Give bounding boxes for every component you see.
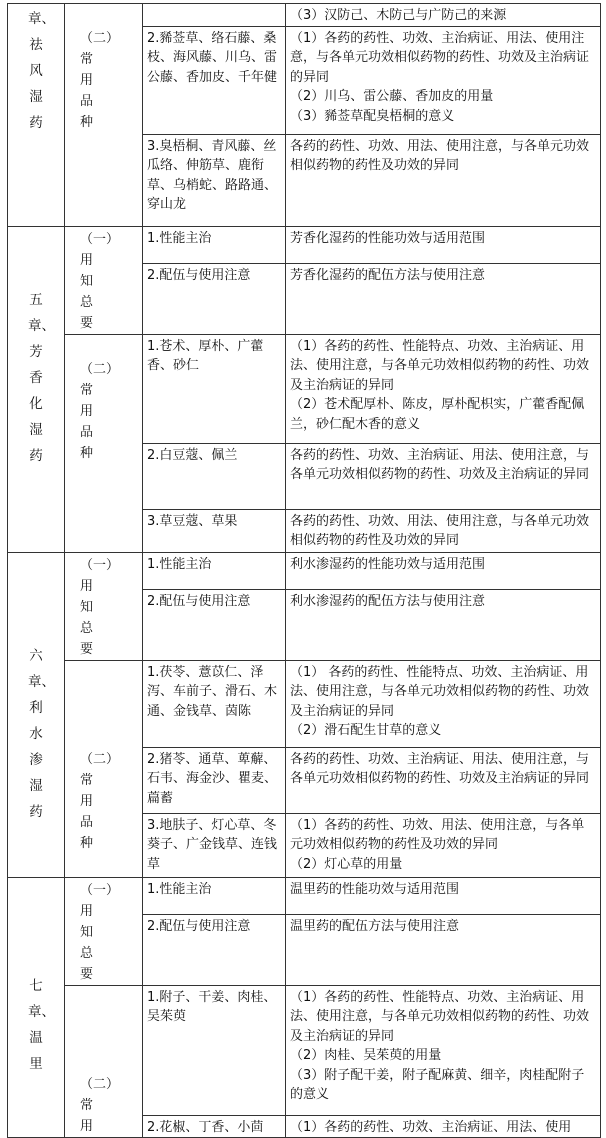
item-cell: 3.地肤子、灯心草、冬葵子、广金钱草、连钱草 bbox=[143, 813, 286, 877]
table-row bbox=[8, 552, 601, 589]
requirement-cell: 利水渗湿药的性能功效与适用范围 bbox=[286, 552, 601, 589]
requirement-cell: 温里药的配伍方法与使用注意 bbox=[286, 914, 601, 985]
requirement-cell: 各药的药性、功效、用法、使用注意，与各单元功效相似药物的药性及功效的异同 bbox=[286, 134, 601, 226]
table-row bbox=[8, 226, 601, 263]
table-row bbox=[8, 334, 601, 443]
requirement-cell: （1）各药的药性、功效、主治病证、用法、使用 bbox=[286, 1115, 601, 1138]
requirement-cell: （1）各药的药性、功效、用法、使用注意，与各单元功效相似药物的药性及功效的异同 （2）灯心草的用量 bbox=[286, 813, 601, 877]
section-cell: （二）常用品种 bbox=[65, 4, 143, 227]
requirement-cell: 芳香化湿药的性能功效与适用范围 bbox=[286, 226, 601, 263]
requirement-cell: 温里药的性能功效与适用范围 bbox=[286, 877, 601, 914]
requirement-cell: （1） 各药的药性、性能特点、功效、主治病证、用法、使用注意，与各单元功效相似药物的药性、功效及主治病证的异同 （2）滑石配生甘草的意义 bbox=[286, 660, 601, 747]
section-cell: （一）用知总要 bbox=[65, 226, 143, 334]
item-cell: 1.茯苓、薏苡仁、泽泻、车前子、滑石、木通、金钱草、茵陈 bbox=[143, 660, 286, 747]
item-cell: 2.配伍与使用注意 bbox=[143, 589, 286, 660]
item-cell: 1.性能主治 bbox=[143, 877, 286, 914]
item-cell: 3.草豆蔻、草果 bbox=[143, 509, 286, 552]
section-cell: （二）常用 bbox=[65, 985, 143, 1138]
table-row bbox=[8, 660, 601, 747]
chapter-cell: 章、祛风湿药 bbox=[8, 4, 65, 227]
section-cell: （一）用知总要 bbox=[65, 552, 143, 660]
chapter-cell: 七章、温里 bbox=[8, 877, 65, 1138]
requirement-cell: （1）各药的药性、性能特点、功效、主治病证、用法、使用注意，与各单元功效相似药物的药性、功效及主治病证的异同 （2）苍术配厚朴、陈皮，厚朴配枳实，广藿香配佩兰，砂仁配木香的意义 bbox=[286, 334, 601, 443]
item-cell: 2.配伍与使用注意 bbox=[143, 263, 286, 334]
requirement-cell: 各药的药性、功效、主治病证、用法、使用注意，与各单元功效相似药物的药性、功效及主治病证的异同 bbox=[286, 443, 601, 509]
item-cell: 2.白豆蔻、佩兰 bbox=[143, 443, 286, 509]
chapter-cell: 六章、利水渗湿药 bbox=[8, 552, 65, 877]
item-cell: 3.臭梧桐、青风藤、丝瓜络、伸筋草、鹿衔草、乌梢蛇、路路通、穿山龙 bbox=[143, 134, 286, 226]
item-cell: 2.花椒、丁香、小茴 bbox=[143, 1115, 286, 1138]
item-cell: 1.苍术、厚朴、广藿香、砂仁 bbox=[143, 334, 286, 443]
requirement-cell: 各药的药性、功效、主治病证、用法、使用注意，与各单元功效相似药物的药性、功效及主治病证的异同 bbox=[286, 747, 601, 813]
item-cell: 1.性能主治 bbox=[143, 226, 286, 263]
item-cell: 2.豨莶草、络石藤、桑枝、海风藤、川乌、雷公藤、香加皮、千年健 bbox=[143, 26, 286, 134]
item-cell: 2.配伍与使用注意 bbox=[143, 914, 286, 985]
chapter-cell: 五章、芳香化湿药 bbox=[8, 226, 65, 552]
section-cell: （二）常用品种 bbox=[65, 334, 143, 552]
item-cell: 1.性能主治 bbox=[143, 552, 286, 589]
section-cell: （二）常用品种 bbox=[65, 660, 143, 877]
item-cell: 2.猪苓、通草、萆薢、石韦、海金沙、瞿麦、萹蓄 bbox=[143, 747, 286, 813]
requirement-cell: （1）各药的药性、功效、主治病证、用法、使用注意，与各单元功效相似药物的药性、功效及主治病证的异同 （2）川乌、雷公藤、香加皮的用量 （3）豨莶草配臭梧桐的意义 bbox=[286, 26, 601, 134]
table-row bbox=[8, 985, 601, 1115]
table-row bbox=[8, 4, 601, 27]
requirement-cell: （3）汉防己、木防己与广防己的来源 bbox=[286, 4, 601, 27]
syllabus-table bbox=[7, 3, 601, 1138]
requirement-cell: 芳香化湿药的配伍方法与使用注意 bbox=[286, 263, 601, 334]
item-cell: 1.附子、干姜、肉桂、吴茱萸 bbox=[143, 985, 286, 1115]
document-page bbox=[7, 3, 600, 1135]
section-cell: （一）用知总要 bbox=[65, 877, 143, 985]
item-cell bbox=[143, 4, 286, 27]
table-row bbox=[8, 877, 601, 914]
requirement-cell: 利水渗湿药的配伍方法与使用注意 bbox=[286, 589, 601, 660]
requirement-cell: 各药的药性、功效、用法、使用注意，与各单元功效相似药物的药性及功效的异同 bbox=[286, 509, 601, 552]
requirement-cell: （1）各药的药性、性能特点、功效、主治病证、用法、使用注意，与各单元功效相似药物的药性、功效及主治病证的异同 （2）肉桂、吴茱萸的用量 （3）附子配干姜，附子配麻黄、细辛，肉桂配附子的意义 bbox=[286, 985, 601, 1115]
